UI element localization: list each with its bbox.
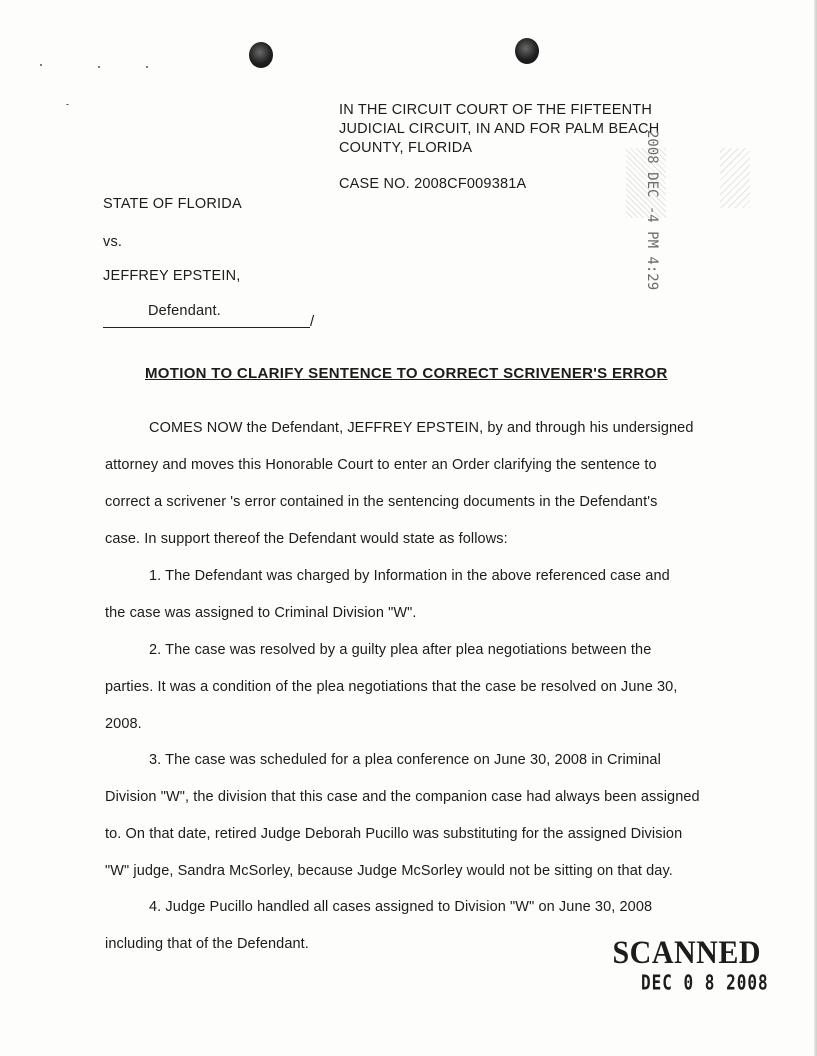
motion-title: MOTION TO CLARIFY SENTENCE TO CORRECT SCRIVENER'S ERROR [145, 365, 668, 382]
intro-line: case. In support thereof the Defendant would state as follows: [105, 531, 508, 547]
item-line: the case was assigned to Criminal Division "W". [105, 605, 417, 621]
punch-hole-left [249, 42, 273, 68]
caption-line-3: COUNTY, FLORIDA [339, 140, 473, 156]
item-line: "W" judge, Sandra McSorley, because Judge McSorley would not be sitting on that day. [105, 863, 673, 879]
filed-stamp [640, 128, 758, 291]
intro-line: attorney and moves this Honorable Court to enter an Order clarifying the sentence to [105, 457, 657, 473]
case-number: CASE NO. 2008CF009381A [339, 176, 527, 192]
caption-line-2: JUDICIAL CIRCUIT, IN AND FOR PALM BEACH [339, 121, 660, 137]
speck [146, 66, 148, 68]
defendant-name: JEFFREY EPSTEIN, [103, 268, 241, 284]
item-line: 2. The case was resolved by a guilty plea after plea negotiations between the [149, 642, 652, 658]
defendant-label: Defendant. [148, 303, 221, 319]
item-line: to. On that date, retired Judge Deborah Pucillo was substituting for the assigned Division [105, 826, 683, 842]
filed-stamp-smudge [720, 148, 750, 208]
item-line: 4. Judge Pucillo handled all cases assigned to Division "W" on June 30, 2008 [149, 899, 653, 915]
speck [66, 104, 69, 105]
caption-line-1: IN THE CIRCUIT COURT OF THE FIFTEENTH [339, 102, 652, 118]
speck [98, 66, 100, 68]
versus: vs. [103, 234, 123, 250]
filed-stamp-smudge [626, 148, 666, 218]
caption-slash: / [310, 313, 315, 330]
item-3 [105, 742, 735, 890]
filed-stamp-text: 2008 DEC -4 PM 4:29 [644, 130, 660, 291]
item-1 [105, 558, 735, 632]
item-line: 2008. [105, 716, 142, 732]
item-line: Division "W", the division that this case and the companion case had always been assigned [105, 789, 700, 805]
speck [40, 64, 42, 66]
item-line: 1. The Defendant was charged by Information in the above referenced case and [149, 568, 670, 584]
item-line: 3. The case was scheduled for a plea conference on June 30, 2008 in Criminal [149, 752, 661, 768]
intro-line: COMES NOW the Defendant, JEFFREY EPSTEIN, by and through his undersigned [149, 420, 694, 436]
scanned-stamp: SCANNED [612, 934, 761, 971]
item-line: parties. It was a condition of the plea negotiations that the case be resolved on June 30, [105, 679, 678, 695]
scanned-stamp-date: DEC 0 8 2008 [641, 970, 769, 995]
item-line: including that of the Defendant. [105, 936, 309, 952]
intro-paragraph [105, 410, 735, 558]
punch-hole-right [515, 38, 539, 64]
intro-line: correct a scrivener 's error contained in the sentencing documents in the Defendant's [105, 494, 658, 510]
caption-rule [103, 327, 310, 328]
plaintiff: STATE OF FLORIDA [103, 196, 242, 212]
item-2 [105, 632, 735, 743]
court-caption [339, 101, 659, 158]
